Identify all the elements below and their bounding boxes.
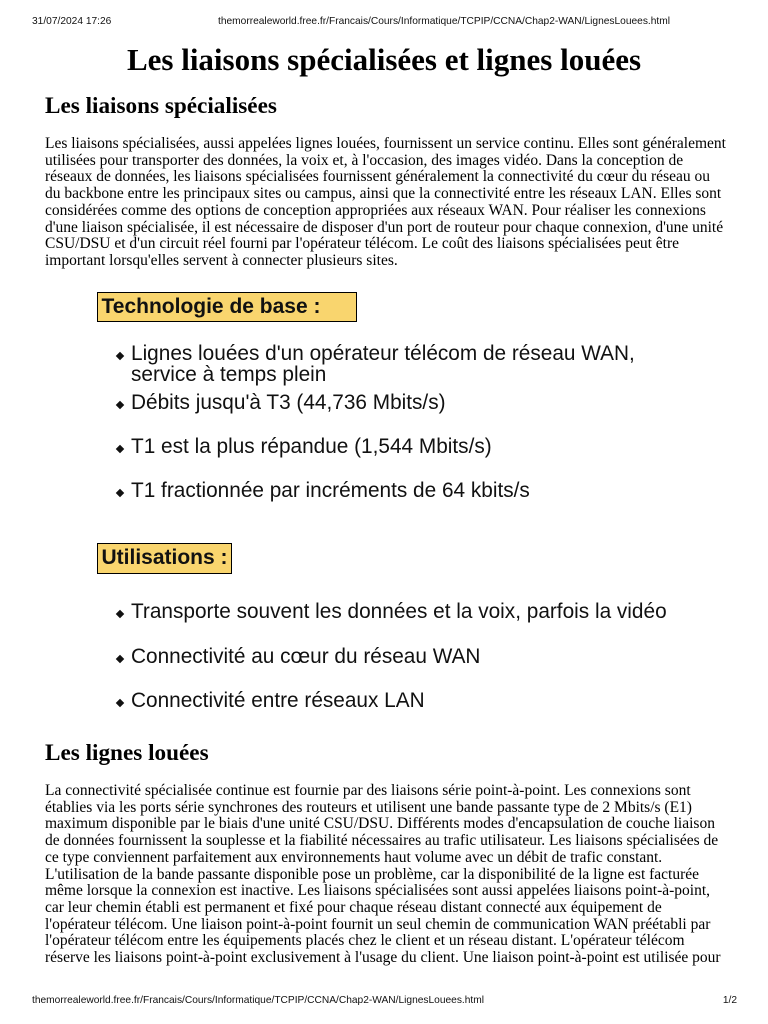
slide-figure (97, 290, 697, 720)
paragraph-line: ce type conviennent parfaitement aux environnements haut volume avec un débit de trafic constant. (45, 848, 663, 866)
page-title: Les liaisons spécialisées et lignes louées (126, 42, 642, 77)
bullet-text: Lignes louées d'un opérateur télécom de réseau WAN, (131, 342, 635, 365)
paragraph-line: réserve les liaisons point-à-point exclusivement à l'usage du client. Une liaison point-à-point est utilisée pour (45, 949, 721, 967)
paragraph-line: important lorsqu'elles servent à connecter plusieurs sites. (45, 251, 398, 269)
paragraph-line: Les liaisons spécialisées, aussi appelées lignes louées, fournissent un service continu. Elles sont généralement (45, 135, 726, 152)
print-footer-page-number: 1/2 (722, 995, 737, 1006)
paragraph-lignes (45, 783, 735, 967)
section-heading-lignes: Les lignes louées (45, 740, 209, 766)
bullet-text: Débits jusqu'à T3 (44,736 Mbits/s) (131, 391, 446, 414)
bullet-text: Connectivité au cœur du réseau WAN (131, 645, 481, 668)
bullet-diamond-icon (116, 609, 124, 617)
bullet-diamond-icon (116, 351, 124, 359)
print-header-datetime: 31/07/2024 17:26 (32, 16, 112, 27)
bullet-text-continuation: service à temps plein (131, 363, 327, 386)
slide-label-technologie: Technologie de base : (97, 292, 357, 322)
print-header-url: themorrealeworld.free.fr/Francais/Cours/Informatique/TCPIP/CCNA/Chap2-WAN/LignesLouees.html (218, 16, 671, 27)
paragraph-line: l'opérateur télécom entre les équipements placés chez le client et un réseau distant. L'opérateur télécom (45, 932, 685, 950)
slide-label-utilisations: Utilisations : (97, 543, 232, 574)
paragraph-line: L'utilisation de la bande passante disponible pose un problème, car la disponibilité de la ligne est facturée (45, 865, 700, 883)
section-heading-liaisons: Les liaisons spécialisées (45, 93, 277, 119)
paragraph-line: même lorsque la connexion est inactive. Les liaisons spécialisées sont aussi appelées liaisons point-à-point, (45, 882, 711, 900)
bullet-diamond-icon (116, 698, 124, 706)
bullet-diamond-icon (116, 654, 124, 662)
bullet-text: Connectivité entre réseaux LAN (131, 689, 425, 712)
paragraph-line: de données fournissent la souplesse et la fiabilité nécessaires au trafic utilisateur. Les liaisons spécialisées de (45, 832, 719, 850)
paragraph-line: établies via les ports série synchrones des routeurs et utilisent une bande passante type de 2 Mbits/s (E1) (45, 798, 692, 816)
paragraph-line: d'une liaison spécialisée, il est nécessaire de disposer d'un port de routeur pour chaque connexion, d'une unité (45, 218, 724, 236)
paragraph-line: réseaux de données, les liaisons spécialisées fournissent généralement la connectivité du cœur du réseau ou (45, 168, 710, 186)
paragraph-line: considérées comme des options de conception appropriées aux réseaux WAN. Pour réaliser les connexions (45, 201, 706, 219)
bullet-text: T1 est la plus répandue (1,544 Mbits/s) (131, 435, 492, 458)
bullet-diamond-icon (116, 400, 124, 408)
bullet-diamond-icon (116, 488, 124, 496)
paragraph-line: CSU/DSU et d'un circuit réel fourni par l'opérateur télécom. Le coût des liaisons spécialisées peut être (45, 235, 679, 253)
print-footer-url: themorrealeworld.free.fr/Francais/Cours/Informatique/TCPIP/CCNA/Chap2-WAN/LignesLouees.html (32, 995, 485, 1006)
bullet-text: Transporte souvent les données et la voix, parfois la vidéo (131, 600, 667, 623)
paragraph-line: du backbone entre les principaux sites ou campus, ainsi que la connectivité entre les réseaux LAN. Elles sont (45, 185, 722, 203)
bullet-text: T1 fractionnée par incréments de 64 kbits/s (131, 479, 530, 502)
paragraph-line: car leur chemin établi est permanent et fixé pour chaque réseau distant connecté aux équipement de (45, 898, 662, 916)
paragraph-line: maximum disponible par le biais d'une unité CSU/DSU. Différents modes d'encapsulation de couche liaison (45, 815, 715, 833)
paragraph-line: La connectivité spécialisée continue est fournie par des liaisons série point-à-point. Les connexions sont (45, 782, 691, 799)
paragraph-line: utilisées pour transporter des données, la voix et, à l'occasion, des images vidéo. Dans la conception de (45, 151, 684, 169)
paragraph-liaisons (45, 136, 735, 270)
paragraph-line: l'opérateur télécom. Une liaison point-à-point fournit un seul chemin de communication WAN préétabli par (45, 915, 711, 933)
bullet-diamond-icon (116, 444, 124, 452)
